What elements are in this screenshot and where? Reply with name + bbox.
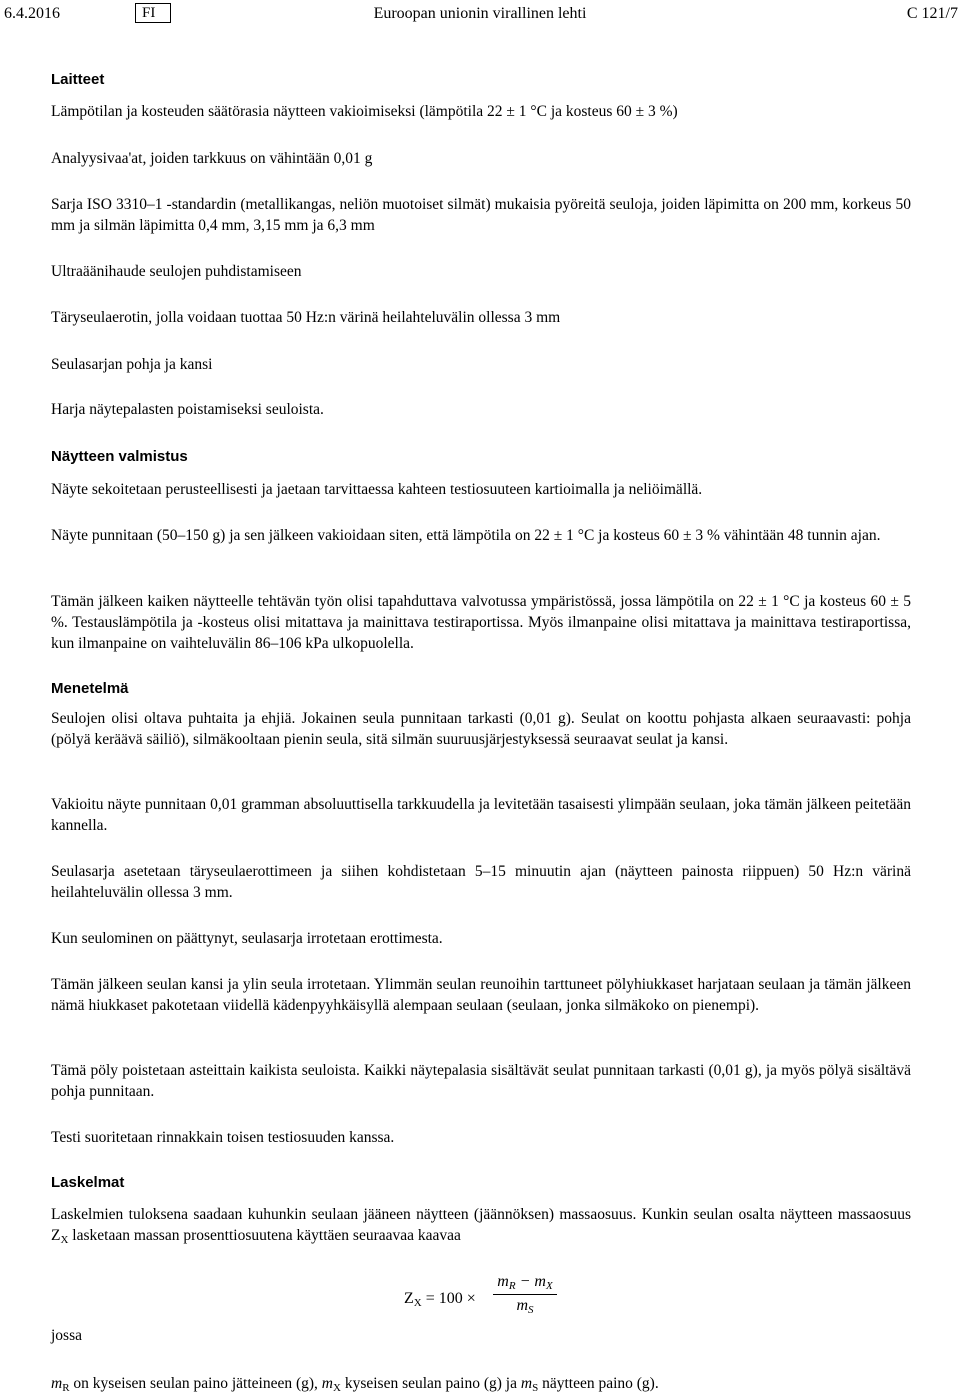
minus-sign: − — [515, 1273, 535, 1290]
legend-text: näytteen paino (g). — [538, 1375, 659, 1392]
paragraph: Tämän jälkeen seulan kansi ja ylin seula irrotetaan. Ylimmän seulan reunoihin tarttuneet pölyhiukkaset harjataan seulaan ja tämän jälkeen nämä hiukkaset pakotetaan viidellä kädenpyyhkäisyllä alempaan seulaan (seulaan, jonka silmäkoko on pienempi). — [51, 976, 911, 1014]
var-m: m — [497, 1273, 509, 1290]
paragraph: Vakioitu näyte punnitaan 0,01 gramman absoluuttisella tarkkuudella ja levitetään tasaisesti ylimpään seulaan, joka tämän jälkeen peitetään kannella. — [51, 796, 911, 834]
formula-fraction — [493, 1273, 557, 1316]
jossa-label: jossa — [51, 1327, 82, 1344]
var-m: m — [520, 1375, 533, 1392]
formula-numerator — [493, 1273, 557, 1292]
equipment-item: Lämpötilan ja kosteuden säätörasia näytteen vakioimiseksi (lämpötila 22 ± 1 °C ja kosteus 60 ± 3 %) — [51, 103, 678, 120]
intro-subscript: X — [60, 1234, 69, 1246]
paragraph-calculation-intro — [51, 1204, 911, 1251]
page-header — [0, 3, 960, 27]
formula-lhs — [404, 1290, 476, 1309]
equipment-item: Seulasarjan pohja ja kansi — [51, 356, 213, 373]
language-code: FI — [135, 3, 171, 23]
heading-laskelmat: Laskelmat — [51, 1174, 125, 1191]
var-z: Z — [404, 1290, 414, 1307]
sub-r: R — [62, 1382, 70, 1394]
publication-date: 6.4.2016 — [4, 5, 60, 22]
paragraph: Seulojen olisi oltava puhtaita ja ehjiä. Jokainen seula punnitaan tarkasti (0,01 g). Seulat on koottu pohjasta alkaen seuraavasti: pohja (pölyä keräävä säiliö), silmäkooltaan pienin seula, sitä silmän suuruusjärjestyksessä seuraavat seulat ja kansi. — [51, 710, 911, 748]
sub-x: X — [332, 1382, 341, 1394]
heading-laitteet: Laitteet — [51, 71, 105, 88]
page-reference: C 121/7 — [906, 5, 958, 22]
paragraph: Kun seulominen on päättynyt, seulasarja irrotetaan erottimesta. — [51, 930, 443, 947]
formula-denominator — [493, 1297, 557, 1316]
heading-menetelma: Menetelmä — [51, 680, 129, 697]
equipment-item: Harja näytepalasten poistamiseksi seuloista. — [51, 401, 324, 418]
formula-factor: = 100 × — [425, 1290, 476, 1307]
equipment-item: Analyysivaa'at, joiden tarkkuus on vähintään 0,01 g — [51, 150, 373, 167]
intro-text: Laskelmien tuloksena saadaan kuhunkin seulaan jääneen näytteen (jäännöksen) massaosuus. Kunkin seulan osalta näytteen massaosuus Z — [51, 1206, 911, 1244]
paragraph: Seulasarja asetetaan täryseulaerottimeen ja siihen kohdistetaan 5–15 minuutin ajan (näytteen painosta riippuen) 50 Hz:n värinä heilahteluvälin ollessa 3 mm. — [51, 863, 911, 901]
paragraph: Näyte sekoitetaan perusteellisesti ja jaetaan tarvittaessa kahteen testiosuuteen kartioimalla ja neliöimällä. — [51, 481, 703, 498]
journal-title: Euroopan unionin virallinen lehti — [373, 5, 587, 22]
sub-s: S — [532, 1382, 539, 1394]
var-m: m — [516, 1297, 529, 1314]
equipment-item: Täryseulaerotin, jolla voidaan tuottaa 50 Hz:n värinä heilahteluvälin ollessa 3 mm — [51, 309, 561, 326]
legend-text: on kyseisen seulan paino jätteineen (g), — [69, 1375, 322, 1392]
paragraph: Tämän jälkeen kaiken näytteelle tehtävän työn olisi tapahduttava valvotussa ympäristössä, jossa lämpötila on 22 ± 1 °C ja kosteus 60 ± 5 %. Testauslämpötila ja -kosteus olisi mitattava ja mainittava testiraportissa. Myös ilmanpaine olisi mitattava ja mainittava testiraportissa, kun ilmanpaine on vaihteluvälin 86–106 kPa ulkopuolella. — [51, 593, 911, 652]
paragraph: Näyte punnitaan (50–150 g) ja sen jälkeen vakioidaan siten, että lämpötila on 22 ± 1 °C ja kosteus 60 ± 3 % vähintään 48 tunnin ajan. — [51, 527, 881, 544]
heading-valmistus: Näytteen valmistus — [51, 448, 188, 465]
var-m: m — [534, 1273, 546, 1290]
paragraph: Testi suoritetaan rinnakkain toisen testiosuuden kanssa. — [51, 1129, 395, 1146]
var-m: m — [51, 1375, 63, 1392]
sub-r: R — [508, 1280, 516, 1292]
equipment-item: Ultraäänihaude seulojen puhdistamiseen — [51, 263, 302, 280]
sub-x: X — [413, 1297, 422, 1309]
paragraph: Tämä pöly poistetaan asteittain kaikista seuloista. Kaikki näytepalasia sisältävät seulat punnitaan tarkasti (0,01 g), ja myös pölyä sisältävä pohja punnitaan. — [51, 1062, 911, 1100]
formula-legend — [51, 1373, 911, 1399]
intro-tail-text: lasketaan massan prosenttiosuutena käyttäen seuraavaa kaavaa — [68, 1227, 461, 1244]
sub-x: X — [545, 1280, 553, 1292]
equipment-item: Sarja ISO 3310–1 -standardin (metallikangas, neliön muotoiset silmät) mukaisia pyöreitä seuloja, joiden läpimitta on 200 mm, korkeus 50 mm ja silmän läpimitta 0,4 mm, 3,15 mm ja 6,3 mm — [51, 196, 911, 234]
sub-s: S — [528, 1304, 534, 1316]
var-m: m — [321, 1375, 333, 1392]
fraction-bar — [493, 1294, 557, 1295]
mass-fraction-formula — [400, 1273, 570, 1333]
legend-text: kyseisen seulan paino (g) ja — [340, 1375, 521, 1392]
